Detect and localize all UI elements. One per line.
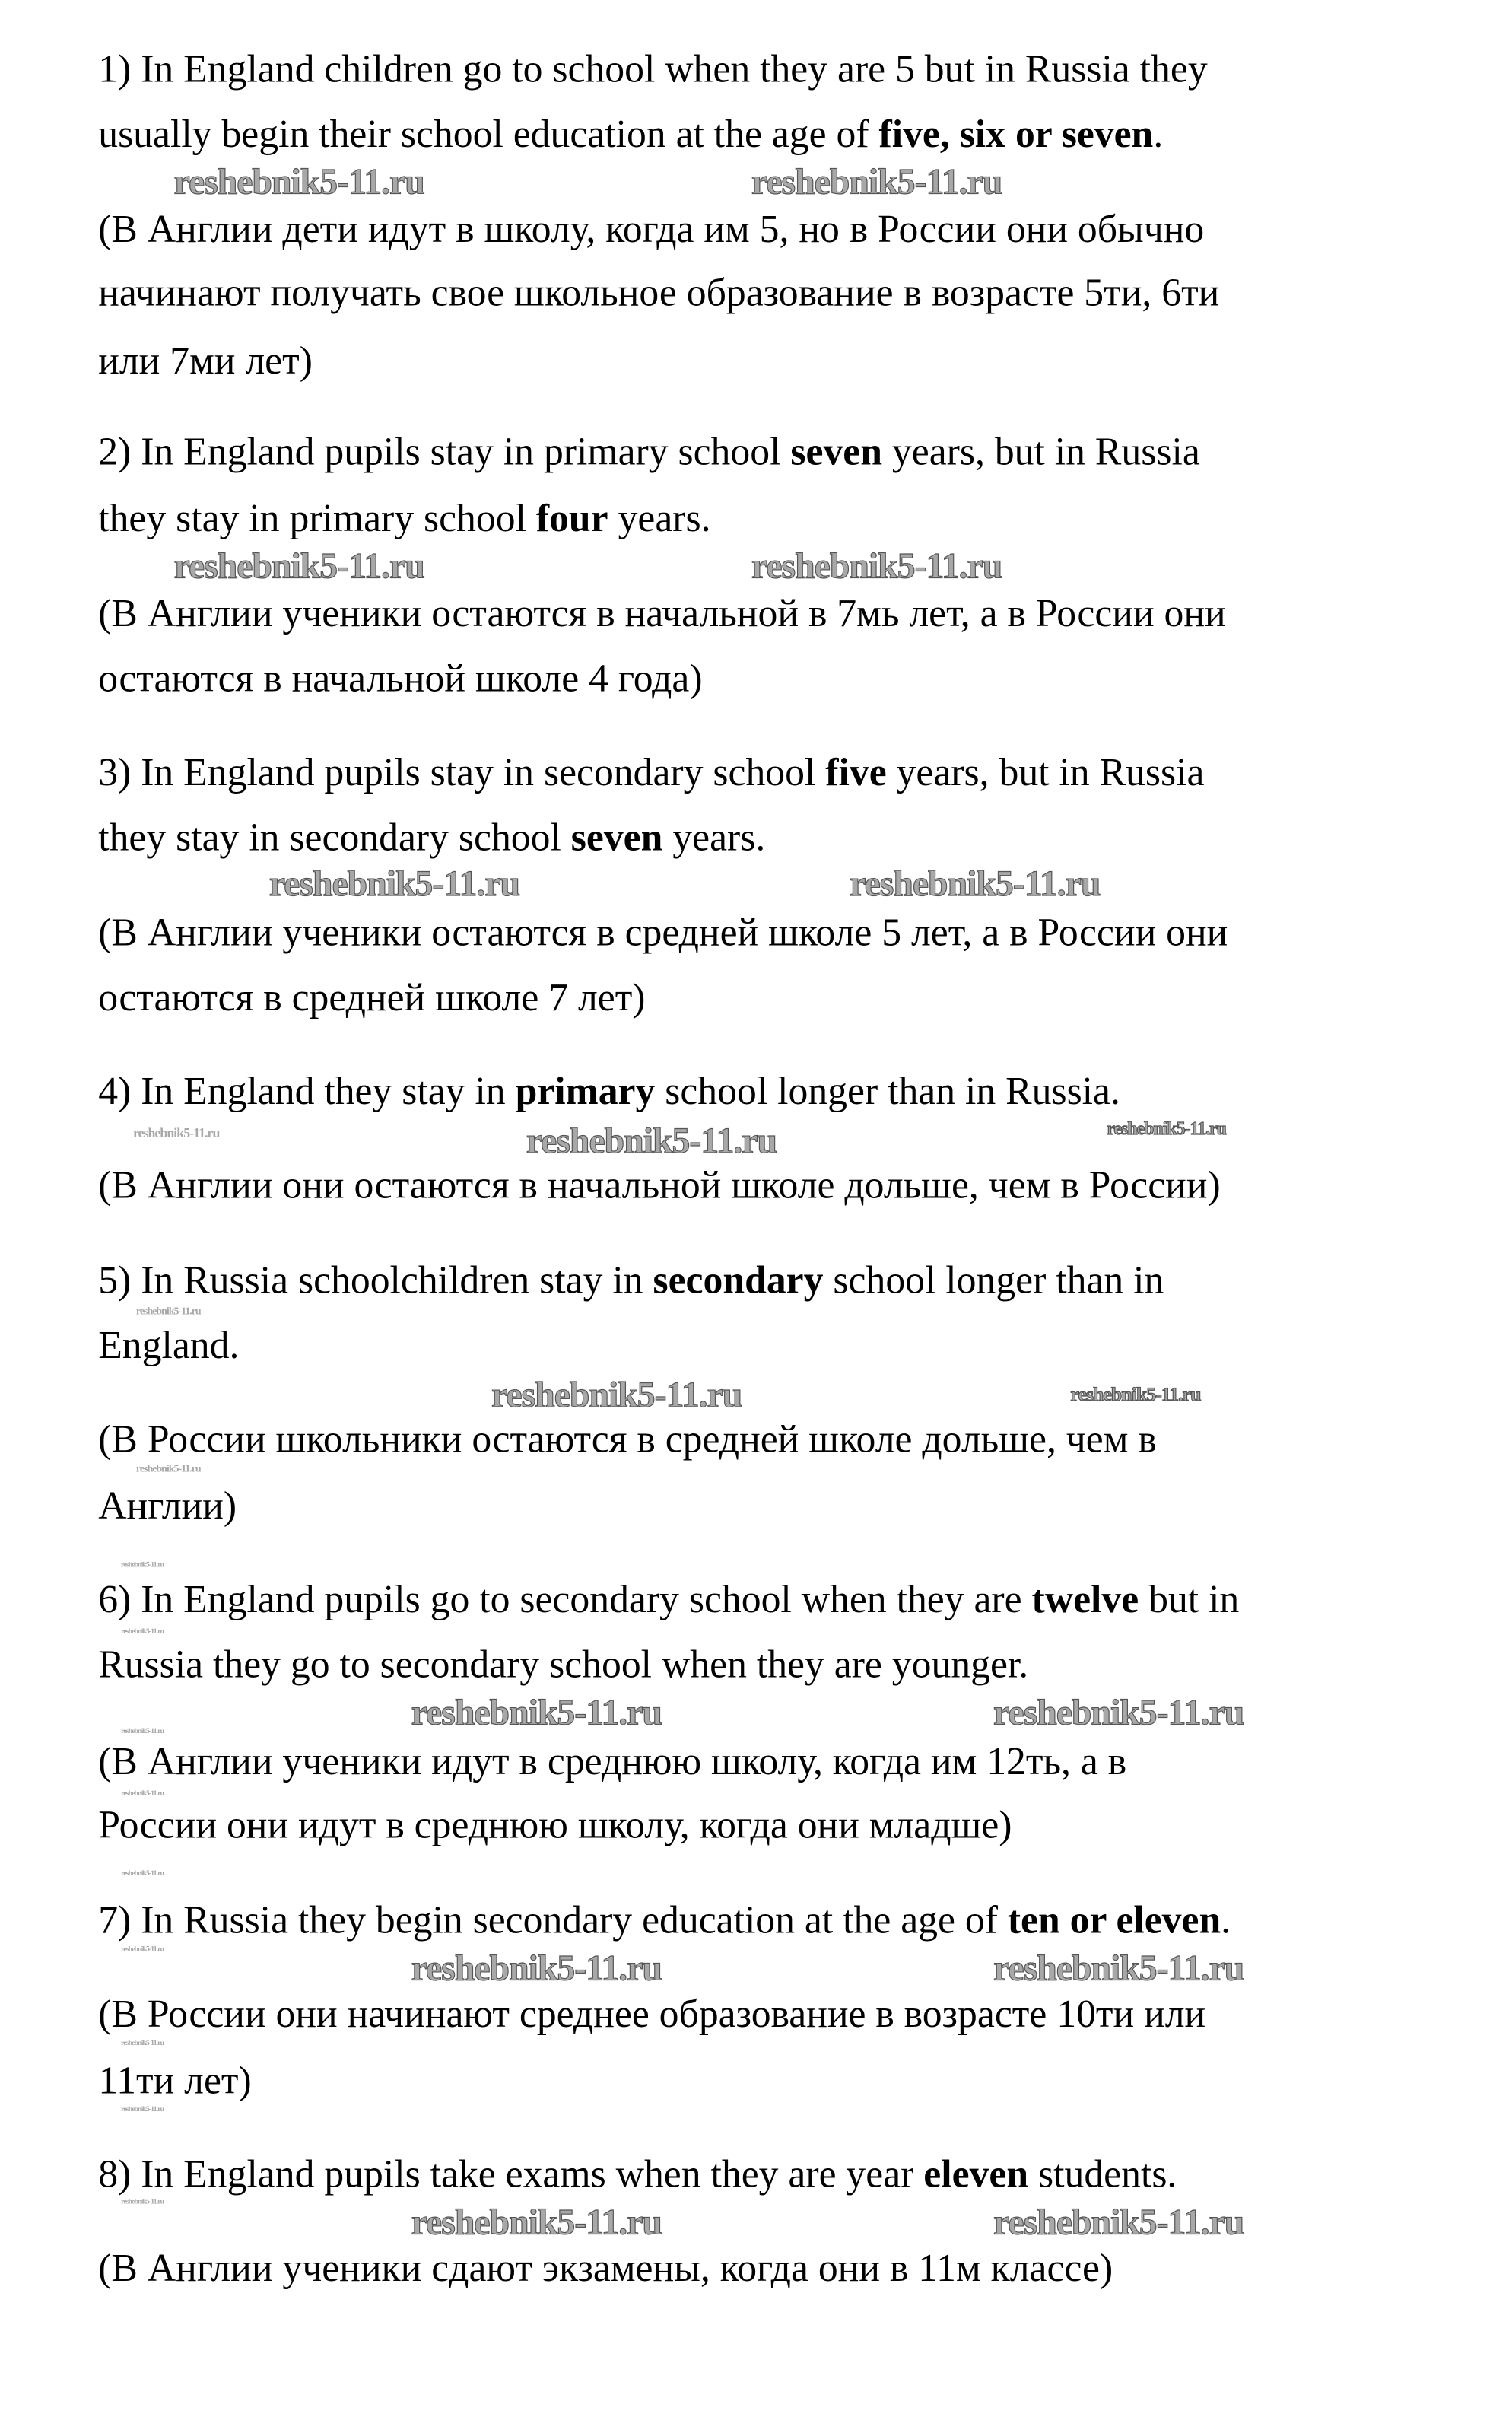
- line-text: but in: [1139, 1577, 1240, 1622]
- item-8-line-2: [98, 2246, 1113, 2292]
- watermark: reshebnik5-11.ru: [1070, 1382, 1201, 1405]
- watermark: reshebnik5-11.ru: [121, 1947, 164, 1954]
- line-text: years, but in Russia: [886, 750, 1205, 794]
- watermark: reshebnik5-11.ru: [121, 1563, 164, 1571]
- item-3-line-3: [98, 911, 1228, 956]
- item-3-line-2: [98, 816, 765, 861]
- answer-highlight: eleven: [923, 2152, 1029, 2196]
- line-text: 7) In Russia they begin secondary education at the age of: [98, 1897, 1008, 1942]
- watermark: reshebnik5-11.ru: [135, 1305, 201, 1318]
- line-text: 3) In England pupils stay in secondary school: [98, 750, 826, 794]
- line-text: (В Англии ученики идут в среднюю школу, когда им 12ть, а в: [98, 1739, 1127, 1783]
- item-2-line-4: [98, 657, 702, 702]
- watermark: reshebnik5-11.ru: [993, 1694, 1244, 1733]
- item-7-line-1: [98, 1898, 1231, 1944]
- line-text: school longer than in: [823, 1258, 1164, 1302]
- watermark: reshebnik5-11.ru: [850, 864, 1101, 905]
- line-text: Russia they go to secondary school when they are younger.: [98, 1642, 1029, 1687]
- watermark: reshebnik5-11.ru: [121, 1629, 164, 1637]
- item-5-line-2: [98, 1324, 239, 1369]
- line-text: России они идут в среднюю школу, когда они младше): [98, 1802, 1012, 1847]
- line-text: (В Англии дети идут в школу, когда им 5, но в России они обычно: [98, 207, 1205, 252]
- answer-highlight: twelve: [1031, 1577, 1139, 1622]
- item-2-line-2: [98, 496, 710, 542]
- answer-highlight: five: [825, 750, 887, 794]
- line-text: years.: [608, 496, 711, 540]
- watermark: reshebnik5-11.ru: [526, 1121, 777, 1162]
- answer-highlight: primary: [515, 1069, 656, 1114]
- line-text: they stay in secondary school: [98, 815, 571, 860]
- line-text: остаются в начальной школе 4 года): [98, 656, 703, 701]
- item-2-line-1: [98, 430, 1200, 475]
- watermark: reshebnik5-11.ru: [121, 2107, 164, 2115]
- answer-highlight: seven: [570, 815, 663, 860]
- answer-highlight: four: [535, 496, 608, 540]
- item-6-line-2: [98, 1643, 1028, 1688]
- line-text: Англии): [98, 1484, 237, 1528]
- line-text: 11ти лет): [98, 2058, 252, 2103]
- line-text: (В Англии они остаются в начальной школе дольше, чем в России): [98, 1162, 1221, 1207]
- line-text: начинают получать свое школьное образование в возрасте 5ти, 6ти: [98, 270, 1220, 315]
- watermark: reshebnik5-11.ru: [121, 1791, 164, 1799]
- line-text: .: [1221, 1897, 1231, 1942]
- watermark: reshebnik5-11.ru: [993, 1949, 1244, 1989]
- line-text: (В Англии ученики остаются в средней школе 5 лет, а в России они: [98, 910, 1228, 955]
- watermark: reshebnik5-11.ru: [411, 1949, 662, 1989]
- answer-highlight: ten or eleven: [1007, 1897, 1221, 1942]
- item-7-line-3: [98, 2059, 252, 2104]
- item-6-line-3: [98, 1739, 1126, 1785]
- line-text: (В России школьники остаются в средней школе дольше, чем в: [98, 1417, 1157, 1461]
- line-text: they stay in primary school: [98, 496, 536, 540]
- answer-highlight: seven: [790, 429, 882, 474]
- line-text: или 7ми лет): [98, 339, 313, 383]
- item-6-line-4: [98, 1803, 1012, 1849]
- line-text: остаются в средней школе 7 лет): [98, 975, 646, 1019]
- item-4-line-2: [98, 1163, 1220, 1209]
- item-8-line-1: [98, 2152, 1177, 2198]
- watermark: reshebnik5-11.ru: [121, 1871, 164, 1879]
- item-1-line-4: [98, 271, 1219, 316]
- line-text: 6) In England pupils go to secondary school when they are: [98, 1577, 1032, 1622]
- line-text: 5) In Russia schoolchildren stay in: [98, 1258, 653, 1302]
- line-text: years.: [662, 815, 766, 860]
- item-1-line-1: [98, 47, 1207, 93]
- watermark: reshebnik5-11.ru: [173, 547, 424, 587]
- item-3-line-1: [98, 750, 1204, 796]
- item-1-line-5: [98, 339, 313, 384]
- line-text: .: [1153, 112, 1164, 156]
- line-text: (В России они начинают среднее образование в возрасте 10ти или: [98, 1992, 1206, 2036]
- item-2-line-3: [98, 591, 1225, 637]
- item-5-line-1: [98, 1258, 1164, 1304]
- line-text: 8) In England pupils take exams when they are year: [98, 2152, 924, 2196]
- watermark: reshebnik5-11.ru: [491, 1376, 742, 1416]
- line-text: 2) In England pupils stay in primary school: [98, 429, 791, 474]
- item-1-line-3: [98, 207, 1204, 253]
- watermark: reshebnik5-11.ru: [121, 2040, 164, 2049]
- watermark: reshebnik5-11.ru: [411, 1694, 662, 1733]
- answer-highlight: secondary: [653, 1258, 824, 1302]
- answer-highlight: five, six or seven: [878, 112, 1154, 156]
- line-text: usually begin their school education at the age of: [98, 112, 879, 156]
- item-6-line-1: [98, 1577, 1239, 1623]
- line-text: years, but in Russia: [881, 429, 1200, 474]
- watermark: reshebnik5-11.ru: [268, 864, 520, 905]
- watermark: reshebnik5-11.ru: [411, 2203, 662, 2243]
- watermark: reshebnik5-11.ru: [121, 1729, 164, 1737]
- item-5-line-3: [98, 1417, 1157, 1463]
- watermark: reshebnik5-11.ru: [132, 1125, 220, 1141]
- line-text: school longer than in Russia.: [655, 1069, 1120, 1114]
- line-text: England.: [98, 1323, 240, 1368]
- line-text: 4) In England they stay in: [98, 1069, 516, 1114]
- line-text: (В Англии ученики остаются в начальной в 7мь лет, а в России они: [98, 591, 1226, 635]
- item-7-line-2: [98, 1992, 1205, 2037]
- watermark: reshebnik5-11.ru: [751, 163, 1002, 202]
- item-5-line-4: [98, 1484, 237, 1529]
- line-text: 1) In England children go to school when they are 5 but in Russia they: [98, 46, 1208, 91]
- line-text: (В Англии ученики сдают экзамены, когда они в 11м классе): [98, 2246, 1113, 2290]
- watermark: reshebnik5-11.ru: [751, 547, 1002, 587]
- line-text: students.: [1028, 2152, 1177, 2196]
- watermark: reshebnik5-11.ru: [121, 2199, 164, 2207]
- item-4-line-1: [98, 1070, 1120, 1115]
- watermark: reshebnik5-11.ru: [993, 2203, 1244, 2243]
- item-3-line-4: [98, 975, 645, 1021]
- watermark: reshebnik5-11.ru: [135, 1462, 201, 1475]
- watermark: reshebnik5-11.ru: [1107, 1118, 1226, 1140]
- item-1-line-2: [98, 112, 1163, 157]
- watermark: reshebnik5-11.ru: [173, 163, 424, 202]
